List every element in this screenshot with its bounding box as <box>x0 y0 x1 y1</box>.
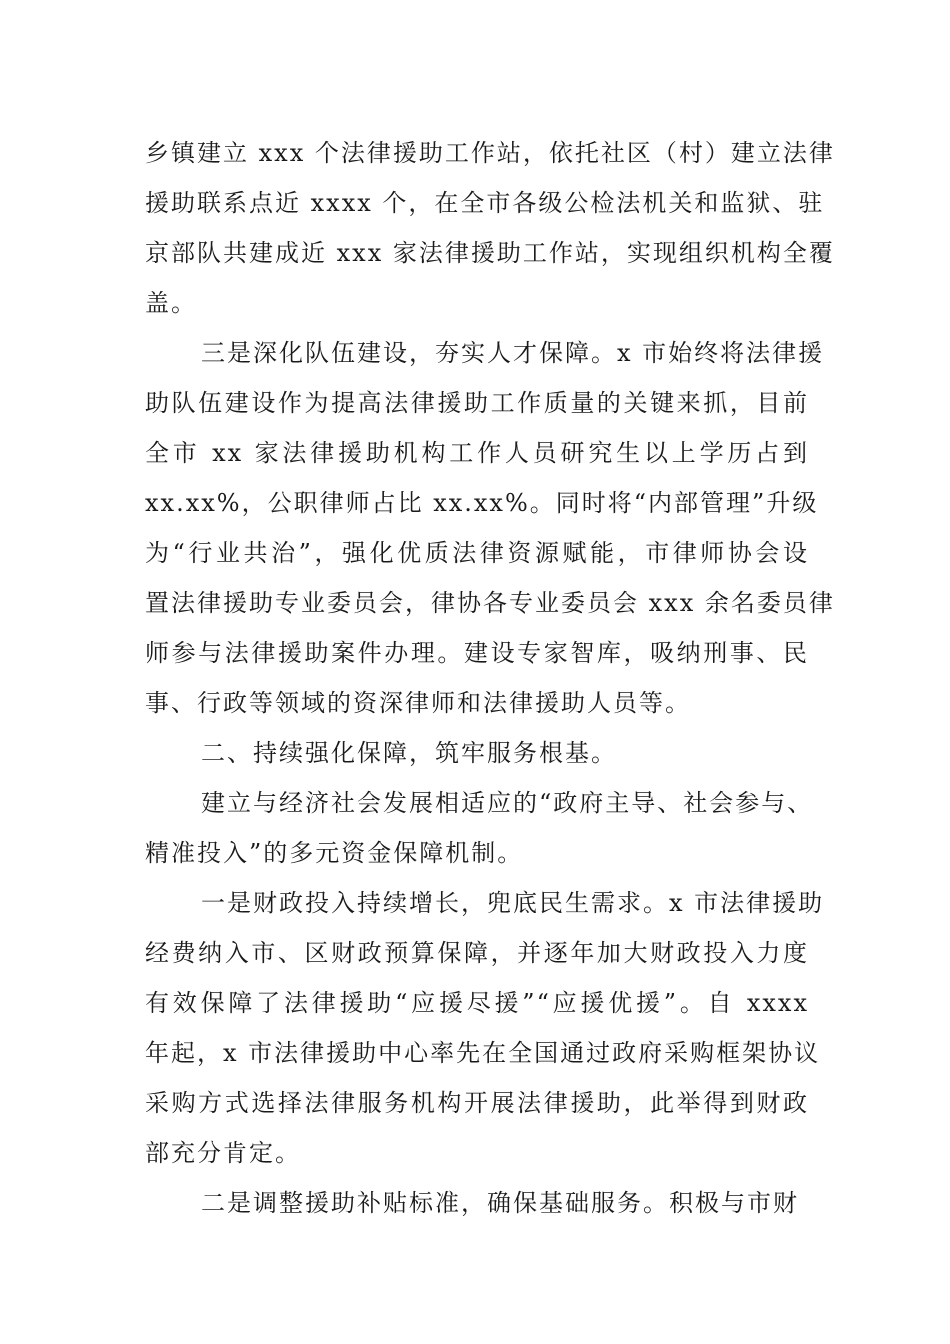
paragraph-line: 三是深化队伍建设，夯实人才保障。x 市始终将法律援 <box>201 339 825 367</box>
paragraph <box>145 728 809 778</box>
paragraph-line: 乡镇建立 xxx 个法律援助工作站，依托社区（村）建立法律 <box>145 139 835 167</box>
paragraph-line: xx.xx%，公职律师占比 xx.xx%。同时将“内部管理”升级 <box>145 489 819 517</box>
paragraph-line: 部充分肯定。 <box>145 1139 301 1167</box>
document-body <box>145 128 835 1228</box>
paragraph-line: 年起，x 市法律援助中心率先在全国通过政府采购框架协议 <box>145 1039 821 1067</box>
paragraph-line: 二是调整援助补贴标准，确保基础服务。积极与市财 <box>201 1189 799 1217</box>
paragraph-line: 一是财政投入持续增长，兜底民生需求。x 市法律援助 <box>201 889 825 917</box>
paragraph-line: 全市 xx 家法律援助机构工作人员研究生以上学历占到 <box>145 439 809 467</box>
paragraph-line: 盖。 <box>145 289 197 317</box>
paragraph-line: 援助联系点近 xxxx 个，在全市各级公检法机关和监狱、驻 <box>145 189 825 217</box>
paragraph-line: 京部队共建成近 xxx 家法律援助工作站，实现组织机构全覆 <box>145 239 835 267</box>
paragraph-line: 经费纳入市、区财政预算保障，并逐年加大财政投入力度 <box>145 939 809 967</box>
paragraph-line: 师参与法律援助案件办理。建设专家智库，吸纳刑事、民 <box>145 639 809 667</box>
paragraph <box>145 778 814 878</box>
paragraph <box>145 128 835 328</box>
paragraph <box>145 878 825 1178</box>
paragraph-line: 为“行业共治”，强化优质法律资源赋能，市律师协会设 <box>145 539 809 567</box>
paragraph-line: 事、行政等领域的资深律师和法律援助人员等。 <box>145 689 691 717</box>
paragraph-line: 采购方式选择法律服务机构开展法律援助，此举得到财政 <box>145 1089 809 1117</box>
paragraph-line: 二、持续强化保障，筑牢服务根基。 <box>201 739 617 767</box>
paragraph <box>145 1178 809 1228</box>
paragraph-line: 精准投入”的多元资金保障机制。 <box>145 839 524 867</box>
paragraph-line: 建立与经济社会发展相适应的“政府主导、社会参与、 <box>201 789 814 817</box>
paragraph <box>145 328 835 728</box>
paragraph-line: 助队伍建设作为提高法律援助工作质量的关键来抓，目前 <box>145 389 809 417</box>
paragraph-line: 置法律援助专业委员会，律协各专业委员会 xxx 余名委员律 <box>145 589 835 617</box>
paragraph-line: 有效保障了法律援助“应援尽援”“应援优援”。自 xxxx <box>145 989 809 1017</box>
